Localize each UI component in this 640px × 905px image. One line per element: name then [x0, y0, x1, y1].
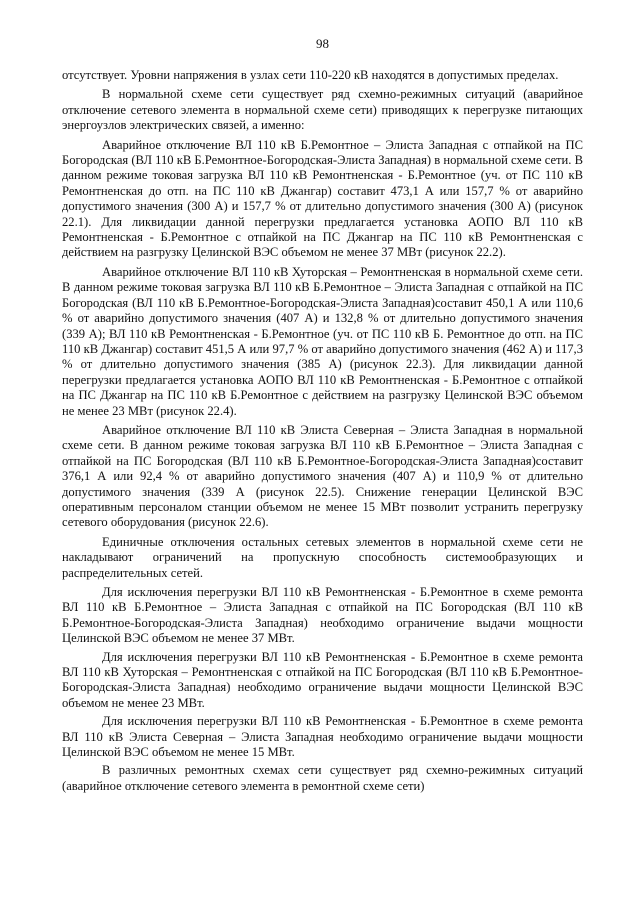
paragraph-single-outages: Единичные отключения остальных сетевых элементов в нормальной схеме сети не накладывают ограничений на пропускную способность системообразующих и распределительных сетей.	[62, 534, 583, 580]
paragraph-repair-schemes-intro: В различных ремонтных схемах сети существует ряд схемно-режимных ситуаций (аварийное отключение сетевого элемента в ремонтной схеме сети)	[62, 763, 583, 793]
page-number: 98	[316, 36, 329, 51]
paragraph-repair-elista-severnaya: Для исключения перегрузки ВЛ 110 кВ Ремонтненская - Б.Ремонтное в схеме ремонта ВЛ 110 кВ Элиста Северная – Элиста Западная необходимо ограничение выдачи мощности Целинской ВЭС объемом не менее 15 МВт.	[62, 714, 583, 760]
paragraph-normal-scheme-intro: В нормальной схеме сети существует ряд схемно-режимных ситуаций (аварийное отключение сетевого элемента в нормальной схеме сети) приводящих к перегрузке питающих энергоузлов электрических связей, а именно:	[62, 87, 583, 133]
paragraph-repair-remontnoe-elista: Для исключения перегрузки ВЛ 110 кВ Ремонтненская - Б.Ремонтное в схеме ремонта ВЛ 110 кВ Б.Ремонтное – Элиста Западная с отпайкой на ПС Богородская (ВЛ 110 кВ Б.Ремонтное-Богородская-Элиста Западная) необходимо ограничение выдачи мощности Целинской ВЭС объемом не менее 37 МВт.	[62, 585, 583, 646]
paragraph-outage-elista-severnaya: Аварийное отключение ВЛ 110 кВ Элиста Северная – Элиста Западная в нормальной схеме сети. В данном режиме токовая загрузка ВЛ 110 кВ Б.Ремонтное – Элиста Западная с отпайкой на ПС Богородская (ВЛ 110 кВ Б.Ремонтное-Богородская-Элиста Западная)составит 376,1 А или 92,4 % от аварийно допустимого значения (407 А) и 110,9 % от длительно допустимого значения (339 А (рисунок 22.5). Снижение генерации Целинской ВЭС оперативным персоналом станции объемом не менее 15 МВт позволит устранить перегрузку сетевого оборудования (рисунок 22.6).	[62, 422, 583, 530]
paragraph-outage-remontnoe-elista: Аварийное отключение ВЛ 110 кВ Б.Ремонтное – Элиста Западная с отпайкой на ПС Богородская (ВЛ 110 кВ Б.Ремонтное-Богородская-Элиста Западная) в нормальной схеме сети. В данном режиме токовая загрузка ВЛ 110 кВ Ремонтненская - Б.Ремонтное (уч. от ПС 110 кВ Ремонтненская до отп. на ПС 110 кВ Джангар) составит 473,1 А или 157,7 % от аварийно допустимого значения (300 А) и 157,7 % от длительно допустимого значения (300 А) (рисунок 22.1). Для ликвидации данной перегрузки предлагается установка АОПО ВЛ 110 кВ Ремонтненская - Б.Ремонтное с отпайкой на ПС Джангар на ПС 110 кВ Ремонтненская с действием на разгрузку Целинской ВЭС объемом не менее 37 МВт (рисунок 22.2).	[62, 137, 583, 260]
paragraph-repair-khutorskaya: Для исключения перегрузки ВЛ 110 кВ Ремонтненская - Б.Ремонтное в схеме ремонта ВЛ 110 кВ Хуторская – Ремонтненская с отпайкой на ПС Богородская (ВЛ 110 кВ Б.Ремонтное-Богородская-Элиста Западная) необходимо ограничение выдачи мощности Целинской ВЭС объемом не менее 23 МВт.	[62, 649, 583, 710]
paragraph-outage-khutorskaya: Аварийное отключение ВЛ 110 кВ Хуторская – Ремонтненская в нормальной схеме сети. В данном режиме токовая загрузка ВЛ 110 кВ Б.Ремонтное – Элиста Западная с отпайкой на ПС Богородская (ВЛ 110 кВ Б.Ремонтное-Богородская-Элиста Западная)составит 450,1 А или 110,6 % от аварийно допустимого значения (407 А) и 132,8 % от длительно допустимого значения (339 А); ВЛ 110 кВ Ремонтненская - Б.Ремонтное (уч. от ПС 110 кВ Б. Ремонтное до отп. на ПС 110 кВ Джангар) составит 451,5 А или 97,7 % от аварийно допустимого значения (462 А) и 117,3 % от длительно допустимого значения (385 А) (рисунок 22.3). Для ликвидации данной перегрузки предлагается установка АОПО ВЛ 110 кВ Ремонтненская - Б.Ремонтное с отпайкой на ПС Джангар на ПС 110 кВ Б.Ремонтное с действием на разгрузку Целинской ВЭС объемом не менее 23 МВт (рисунок 22.4).	[62, 264, 583, 418]
paragraph-voltage-levels: отсутствует. Уровни напряжения в узлах сети 110-220 кВ находятся в допустимых пределах.	[62, 68, 559, 82]
document-page	[62, 36, 583, 798]
